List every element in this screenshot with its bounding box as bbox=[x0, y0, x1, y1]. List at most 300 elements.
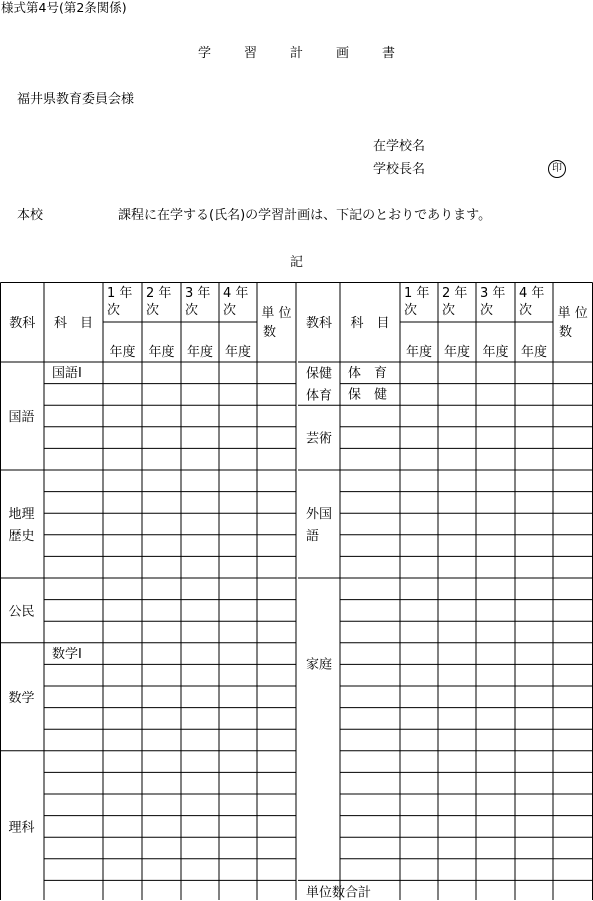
right-input-cell[interactable] bbox=[516, 860, 552, 880]
left-input-cell[interactable] bbox=[45, 817, 102, 837]
right-input-cell[interactable] bbox=[341, 557, 399, 577]
left-input-cell[interactable] bbox=[45, 881, 102, 900]
total-input-cell[interactable] bbox=[401, 881, 437, 900]
left-input-cell[interactable] bbox=[182, 752, 218, 772]
left-input-cell[interactable] bbox=[258, 385, 295, 405]
right-input-cell[interactable] bbox=[341, 795, 399, 815]
left-input-cell[interactable] bbox=[104, 363, 141, 383]
right-input-cell[interactable] bbox=[516, 795, 552, 815]
right-input-cell[interactable] bbox=[477, 817, 514, 837]
right-input-cell[interactable] bbox=[341, 601, 399, 621]
right-input-cell[interactable] bbox=[401, 557, 437, 577]
left-input-cell[interactable] bbox=[220, 622, 256, 642]
left-input-cell[interactable] bbox=[45, 493, 102, 513]
left-input-cell[interactable] bbox=[258, 601, 295, 621]
right-input-cell[interactable] bbox=[477, 471, 514, 491]
right-input-cell[interactable] bbox=[516, 752, 552, 772]
right-input-cell[interactable] bbox=[554, 687, 592, 707]
left-input-cell[interactable] bbox=[182, 795, 218, 815]
right-input-cell[interactable] bbox=[554, 773, 592, 793]
left-input-cell[interactable] bbox=[143, 752, 180, 772]
right-input-cell[interactable] bbox=[516, 493, 552, 513]
left-input-cell[interactable] bbox=[182, 687, 218, 707]
left-input-cell[interactable] bbox=[143, 385, 180, 405]
total-input-cell[interactable] bbox=[516, 881, 552, 900]
left-input-cell[interactable] bbox=[220, 773, 256, 793]
total-input-cell[interactable] bbox=[477, 881, 514, 900]
left-input-cell[interactable] bbox=[220, 385, 256, 405]
left-input-cell[interactable] bbox=[182, 622, 218, 642]
left-input-cell[interactable] bbox=[143, 363, 180, 383]
left-input-cell[interactable] bbox=[182, 406, 218, 426]
right-input-cell[interactable] bbox=[439, 449, 475, 469]
left-input-cell[interactable] bbox=[258, 687, 295, 707]
right-input-cell[interactable] bbox=[554, 471, 592, 491]
right-input-cell[interactable] bbox=[554, 363, 592, 383]
right-input-cell[interactable] bbox=[401, 644, 437, 664]
left-input-cell[interactable] bbox=[104, 536, 141, 556]
right-input-cell[interactable] bbox=[516, 428, 552, 448]
right-input-cell[interactable] bbox=[341, 471, 399, 491]
left-input-cell[interactable] bbox=[258, 665, 295, 685]
left-input-cell[interactable] bbox=[104, 730, 141, 750]
right-input-cell[interactable] bbox=[516, 449, 552, 469]
left-input-cell[interactable] bbox=[258, 514, 295, 534]
header-year-bottom: 年度 bbox=[520, 345, 548, 360]
left-input-cell[interactable] bbox=[220, 406, 256, 426]
right-input-cell[interactable] bbox=[477, 622, 514, 642]
left-input-cell[interactable] bbox=[104, 687, 141, 707]
left-input-cell[interactable] bbox=[258, 579, 295, 599]
left-input-cell[interactable] bbox=[104, 752, 141, 772]
left-input-cell[interactable] bbox=[143, 730, 180, 750]
left-input-cell[interactable] bbox=[220, 817, 256, 837]
right-input-cell[interactable] bbox=[341, 514, 399, 534]
right-input-cell[interactable] bbox=[401, 773, 437, 793]
right-input-cell[interactable] bbox=[401, 449, 437, 469]
right-input-cell[interactable] bbox=[477, 385, 514, 405]
left-input-cell[interactable] bbox=[220, 449, 256, 469]
left-input-cell[interactable] bbox=[104, 406, 141, 426]
right-input-cell[interactable] bbox=[401, 665, 437, 685]
right-input-cell[interactable] bbox=[439, 514, 475, 534]
left-input-cell[interactable] bbox=[143, 665, 180, 685]
left-input-cell[interactable] bbox=[220, 730, 256, 750]
left-input-cell[interactable] bbox=[45, 406, 102, 426]
left-input-cell[interactable] bbox=[104, 557, 141, 577]
right-input-cell[interactable] bbox=[341, 406, 399, 426]
right-input-cell[interactable] bbox=[401, 795, 437, 815]
right-input-cell[interactable] bbox=[554, 601, 592, 621]
left-input-cell[interactable] bbox=[143, 406, 180, 426]
left-input-cell[interactable] bbox=[220, 795, 256, 815]
right-input-cell[interactable] bbox=[439, 493, 475, 513]
right-input-cell[interactable] bbox=[554, 536, 592, 556]
left-input-cell[interactable] bbox=[104, 579, 141, 599]
right-input-cell[interactable] bbox=[477, 557, 514, 577]
right-input-cell[interactable] bbox=[554, 557, 592, 577]
left-input-cell[interactable] bbox=[220, 493, 256, 513]
left-input-cell[interactable] bbox=[104, 493, 141, 513]
right-input-cell[interactable] bbox=[341, 536, 399, 556]
left-input-cell[interactable] bbox=[258, 795, 295, 815]
right-input-cell[interactable] bbox=[554, 730, 592, 750]
left-input-cell[interactable] bbox=[182, 644, 218, 664]
right-input-cell[interactable] bbox=[439, 557, 475, 577]
left-input-cell[interactable] bbox=[182, 471, 218, 491]
left-input-cell[interactable] bbox=[258, 557, 295, 577]
right-input-cell[interactable] bbox=[477, 428, 514, 448]
right-input-cell[interactable] bbox=[516, 579, 552, 599]
left-input-cell[interactable] bbox=[220, 514, 256, 534]
left-input-cell[interactable] bbox=[220, 709, 256, 729]
left-input-cell[interactable] bbox=[220, 363, 256, 383]
right-input-cell[interactable] bbox=[439, 579, 475, 599]
right-input-cell[interactable] bbox=[341, 579, 399, 599]
left-input-cell[interactable] bbox=[182, 493, 218, 513]
left-input-cell[interactable] bbox=[182, 536, 218, 556]
left-input-cell[interactable] bbox=[182, 773, 218, 793]
right-input-cell[interactable] bbox=[401, 860, 437, 880]
left-input-cell[interactable] bbox=[220, 644, 256, 664]
right-input-cell[interactable] bbox=[477, 601, 514, 621]
left-input-cell[interactable] bbox=[104, 838, 141, 858]
right-input-cell[interactable] bbox=[516, 773, 552, 793]
left-input-cell[interactable] bbox=[143, 817, 180, 837]
left-input-cell[interactable] bbox=[258, 773, 295, 793]
right-input-cell[interactable] bbox=[401, 730, 437, 750]
left-input-cell[interactable] bbox=[104, 709, 141, 729]
left-input-cell[interactable] bbox=[143, 838, 180, 858]
right-input-cell[interactable] bbox=[516, 363, 552, 383]
left-input-cell[interactable] bbox=[182, 428, 218, 448]
left-input-cell[interactable] bbox=[45, 687, 102, 707]
left-input-cell[interactable] bbox=[143, 557, 180, 577]
left-input-cell[interactable] bbox=[45, 709, 102, 729]
left-input-cell[interactable] bbox=[45, 601, 102, 621]
right-input-cell[interactable] bbox=[401, 363, 437, 383]
right-input-cell[interactable] bbox=[401, 752, 437, 772]
left-input-cell[interactable] bbox=[220, 838, 256, 858]
left-input-cell[interactable] bbox=[104, 817, 141, 837]
right-input-cell[interactable] bbox=[439, 428, 475, 448]
right-input-cell[interactable] bbox=[477, 449, 514, 469]
right-input-cell[interactable] bbox=[341, 838, 399, 858]
right-input-cell[interactable] bbox=[341, 752, 399, 772]
right-input-cell[interactable] bbox=[439, 687, 475, 707]
left-input-cell[interactable] bbox=[45, 557, 102, 577]
left-input-cell[interactable] bbox=[182, 363, 218, 383]
right-input-cell[interactable] bbox=[477, 730, 514, 750]
right-input-cell[interactable] bbox=[341, 730, 399, 750]
left-input-cell[interactable] bbox=[104, 471, 141, 491]
right-input-cell[interactable] bbox=[554, 709, 592, 729]
right-input-cell[interactable] bbox=[341, 428, 399, 448]
right-input-cell[interactable] bbox=[401, 817, 437, 837]
left-input-cell[interactable] bbox=[104, 385, 141, 405]
right-input-cell[interactable] bbox=[401, 838, 437, 858]
right-input-cell[interactable] bbox=[477, 687, 514, 707]
left-input-cell[interactable] bbox=[45, 795, 102, 815]
left-input-cell[interactable] bbox=[220, 471, 256, 491]
left-input-cell[interactable] bbox=[182, 557, 218, 577]
right-input-cell[interactable] bbox=[554, 860, 592, 880]
left-input-cell[interactable] bbox=[258, 471, 295, 491]
total-input-cell[interactable] bbox=[439, 881, 475, 900]
right-input-cell[interactable] bbox=[341, 644, 399, 664]
right-input-cell[interactable] bbox=[516, 622, 552, 642]
right-input-cell[interactable] bbox=[439, 860, 475, 880]
right-input-cell[interactable] bbox=[516, 406, 552, 426]
right-input-cell[interactable] bbox=[401, 514, 437, 534]
right-input-cell[interactable] bbox=[516, 385, 552, 405]
right-input-cell[interactable] bbox=[477, 838, 514, 858]
left-input-cell[interactable] bbox=[258, 644, 295, 664]
right-input-cell[interactable] bbox=[341, 363, 399, 383]
left-input-cell[interactable] bbox=[182, 385, 218, 405]
left-input-cell[interactable] bbox=[104, 795, 141, 815]
left-input-cell[interactable] bbox=[104, 428, 141, 448]
left-input-cell[interactable] bbox=[220, 665, 256, 685]
right-input-cell[interactable] bbox=[477, 773, 514, 793]
right-input-cell[interactable] bbox=[554, 428, 592, 448]
left-input-cell[interactable] bbox=[182, 514, 218, 534]
left-input-cell[interactable] bbox=[258, 730, 295, 750]
right-input-cell[interactable] bbox=[401, 622, 437, 642]
left-input-cell[interactable] bbox=[45, 579, 102, 599]
left-input-cell[interactable] bbox=[104, 514, 141, 534]
right-input-cell[interactable] bbox=[439, 730, 475, 750]
left-input-cell[interactable] bbox=[45, 644, 102, 664]
right-input-cell[interactable] bbox=[477, 536, 514, 556]
left-input-cell[interactable] bbox=[258, 709, 295, 729]
right-input-cell[interactable] bbox=[439, 838, 475, 858]
left-input-cell[interactable] bbox=[258, 406, 295, 426]
left-input-cell[interactable] bbox=[104, 601, 141, 621]
left-input-cell[interactable] bbox=[45, 471, 102, 491]
right-input-cell[interactable] bbox=[516, 644, 552, 664]
left-input-cell[interactable] bbox=[45, 860, 102, 880]
right-input-cell[interactable] bbox=[554, 385, 592, 405]
left-input-cell[interactable] bbox=[45, 665, 102, 685]
left-input-cell[interactable] bbox=[258, 838, 295, 858]
left-input-cell[interactable] bbox=[258, 428, 295, 448]
left-input-cell[interactable] bbox=[143, 579, 180, 599]
right-input-cell[interactable] bbox=[439, 622, 475, 642]
right-input-cell[interactable] bbox=[554, 795, 592, 815]
left-input-cell[interactable] bbox=[143, 514, 180, 534]
left-input-cell[interactable] bbox=[182, 730, 218, 750]
left-input-cell[interactable] bbox=[143, 709, 180, 729]
right-input-cell[interactable] bbox=[554, 838, 592, 858]
left-input-cell[interactable] bbox=[143, 687, 180, 707]
left-input-cell[interactable] bbox=[143, 601, 180, 621]
left-input-cell[interactable] bbox=[258, 449, 295, 469]
right-input-cell[interactable] bbox=[516, 709, 552, 729]
left-input-cell[interactable] bbox=[104, 449, 141, 469]
right-input-cell[interactable] bbox=[439, 752, 475, 772]
right-input-cell[interactable] bbox=[341, 773, 399, 793]
right-input-cell[interactable] bbox=[554, 817, 592, 837]
right-input-cell[interactable] bbox=[554, 449, 592, 469]
right-input-cell[interactable] bbox=[341, 449, 399, 469]
left-input-cell[interactable] bbox=[220, 579, 256, 599]
right-input-cell[interactable] bbox=[477, 493, 514, 513]
left-input-cell[interactable] bbox=[104, 665, 141, 685]
right-input-cell[interactable] bbox=[554, 644, 592, 664]
left-input-cell[interactable] bbox=[45, 428, 102, 448]
right-input-cell[interactable] bbox=[516, 557, 552, 577]
left-input-cell[interactable] bbox=[258, 493, 295, 513]
left-input-cell[interactable] bbox=[220, 428, 256, 448]
right-input-cell[interactable] bbox=[516, 817, 552, 837]
right-input-cell[interactable] bbox=[477, 644, 514, 664]
left-input-cell[interactable] bbox=[220, 557, 256, 577]
right-input-cell[interactable] bbox=[439, 406, 475, 426]
right-input-cell[interactable] bbox=[401, 579, 437, 599]
right-input-cell[interactable] bbox=[477, 514, 514, 534]
right-input-cell[interactable] bbox=[554, 514, 592, 534]
right-input-cell[interactable] bbox=[477, 579, 514, 599]
right-input-cell[interactable] bbox=[554, 493, 592, 513]
right-input-cell[interactable] bbox=[516, 665, 552, 685]
right-input-cell[interactable] bbox=[477, 363, 514, 383]
right-input-cell[interactable] bbox=[554, 665, 592, 685]
right-input-cell[interactable] bbox=[401, 406, 437, 426]
right-input-cell[interactable] bbox=[401, 687, 437, 707]
right-input-cell[interactable] bbox=[341, 687, 399, 707]
left-input-cell[interactable] bbox=[104, 622, 141, 642]
right-input-cell[interactable] bbox=[477, 860, 514, 880]
left-input-cell[interactable] bbox=[104, 773, 141, 793]
right-input-cell[interactable] bbox=[401, 493, 437, 513]
left-input-cell[interactable] bbox=[258, 622, 295, 642]
right-input-cell[interactable] bbox=[554, 406, 592, 426]
right-input-cell[interactable] bbox=[439, 709, 475, 729]
left-input-cell[interactable] bbox=[182, 449, 218, 469]
right-input-cell[interactable] bbox=[516, 471, 552, 491]
left-input-cell[interactable] bbox=[45, 363, 102, 383]
right-input-cell[interactable] bbox=[401, 471, 437, 491]
right-input-cell[interactable] bbox=[341, 493, 399, 513]
left-input-cell[interactable] bbox=[220, 752, 256, 772]
right-input-cell[interactable] bbox=[516, 514, 552, 534]
left-input-cell[interactable] bbox=[143, 881, 180, 900]
left-input-cell[interactable] bbox=[143, 644, 180, 664]
right-input-cell[interactable] bbox=[341, 817, 399, 837]
right-input-cell[interactable] bbox=[341, 709, 399, 729]
left-input-cell[interactable] bbox=[182, 709, 218, 729]
right-input-cell[interactable] bbox=[401, 428, 437, 448]
right-input-cell[interactable] bbox=[516, 838, 552, 858]
left-input-cell[interactable] bbox=[220, 601, 256, 621]
left-input-cell[interactable] bbox=[220, 881, 256, 900]
left-input-cell[interactable] bbox=[182, 665, 218, 685]
left-input-cell[interactable] bbox=[45, 622, 102, 642]
left-input-cell[interactable] bbox=[258, 860, 295, 880]
right-input-cell[interactable] bbox=[516, 687, 552, 707]
left-input-cell[interactable] bbox=[104, 860, 141, 880]
left-input-cell[interactable] bbox=[220, 536, 256, 556]
right-input-cell[interactable] bbox=[341, 665, 399, 685]
right-input-cell[interactable] bbox=[439, 363, 475, 383]
left-input-cell[interactable] bbox=[104, 644, 141, 664]
right-input-cell[interactable] bbox=[554, 622, 592, 642]
left-input-cell[interactable] bbox=[258, 536, 295, 556]
left-input-cell[interactable] bbox=[182, 860, 218, 880]
right-input-cell[interactable] bbox=[554, 752, 592, 772]
left-input-cell[interactable] bbox=[45, 773, 102, 793]
right-input-cell[interactable] bbox=[439, 773, 475, 793]
left-input-cell[interactable] bbox=[220, 687, 256, 707]
left-input-cell[interactable] bbox=[258, 817, 295, 837]
left-input-cell[interactable] bbox=[143, 536, 180, 556]
left-input-cell[interactable] bbox=[143, 428, 180, 448]
right-input-cell[interactable] bbox=[439, 536, 475, 556]
left-input-cell[interactable] bbox=[220, 860, 256, 880]
left-input-cell[interactable] bbox=[182, 817, 218, 837]
right-input-cell[interactable] bbox=[477, 406, 514, 426]
left-input-cell[interactable] bbox=[45, 838, 102, 858]
right-input-cell[interactable] bbox=[401, 385, 437, 405]
right-input-cell[interactable] bbox=[439, 601, 475, 621]
right-input-cell[interactable] bbox=[439, 644, 475, 664]
right-input-cell[interactable] bbox=[477, 795, 514, 815]
right-input-cell[interactable] bbox=[439, 795, 475, 815]
right-input-cell[interactable] bbox=[401, 709, 437, 729]
right-input-cell[interactable] bbox=[439, 471, 475, 491]
right-input-cell[interactable] bbox=[341, 622, 399, 642]
left-input-cell[interactable] bbox=[143, 622, 180, 642]
left-input-cell[interactable] bbox=[143, 795, 180, 815]
left-input-cell[interactable] bbox=[45, 536, 102, 556]
right-input-cell[interactable] bbox=[516, 601, 552, 621]
left-input-cell[interactable] bbox=[45, 752, 102, 772]
left-input-cell[interactable] bbox=[182, 601, 218, 621]
right-input-cell[interactable] bbox=[341, 385, 399, 405]
left-input-cell[interactable] bbox=[143, 773, 180, 793]
left-input-cell[interactable] bbox=[258, 752, 295, 772]
left-input-cell[interactable] bbox=[143, 471, 180, 491]
right-input-cell[interactable] bbox=[439, 665, 475, 685]
right-input-cell[interactable] bbox=[477, 752, 514, 772]
left-input-cell[interactable] bbox=[45, 385, 102, 405]
left-input-cell[interactable] bbox=[258, 881, 295, 900]
right-input-cell[interactable] bbox=[516, 536, 552, 556]
right-input-cell[interactable] bbox=[477, 665, 514, 685]
right-input-cell[interactable] bbox=[477, 709, 514, 729]
left-input-cell[interactable] bbox=[143, 860, 180, 880]
left-input-cell[interactable] bbox=[182, 838, 218, 858]
right-input-cell[interactable] bbox=[401, 536, 437, 556]
left-input-cell[interactable] bbox=[258, 363, 295, 383]
left-input-cell[interactable] bbox=[182, 579, 218, 599]
left-input-cell[interactable] bbox=[143, 449, 180, 469]
right-input-cell[interactable] bbox=[439, 385, 475, 405]
left-input-cell[interactable] bbox=[45, 730, 102, 750]
right-input-cell[interactable] bbox=[401, 601, 437, 621]
left-input-cell[interactable] bbox=[143, 493, 180, 513]
right-input-cell[interactable] bbox=[341, 860, 399, 880]
right-input-cell[interactable] bbox=[554, 579, 592, 599]
left-input-cell[interactable] bbox=[45, 514, 102, 534]
left-input-cell[interactable] bbox=[104, 881, 141, 900]
left-input-cell[interactable] bbox=[45, 449, 102, 469]
right-input-cell[interactable] bbox=[516, 730, 552, 750]
right-input-cell[interactable] bbox=[439, 817, 475, 837]
total-input-cell[interactable] bbox=[554, 881, 592, 900]
left-input-cell[interactable] bbox=[182, 881, 218, 900]
